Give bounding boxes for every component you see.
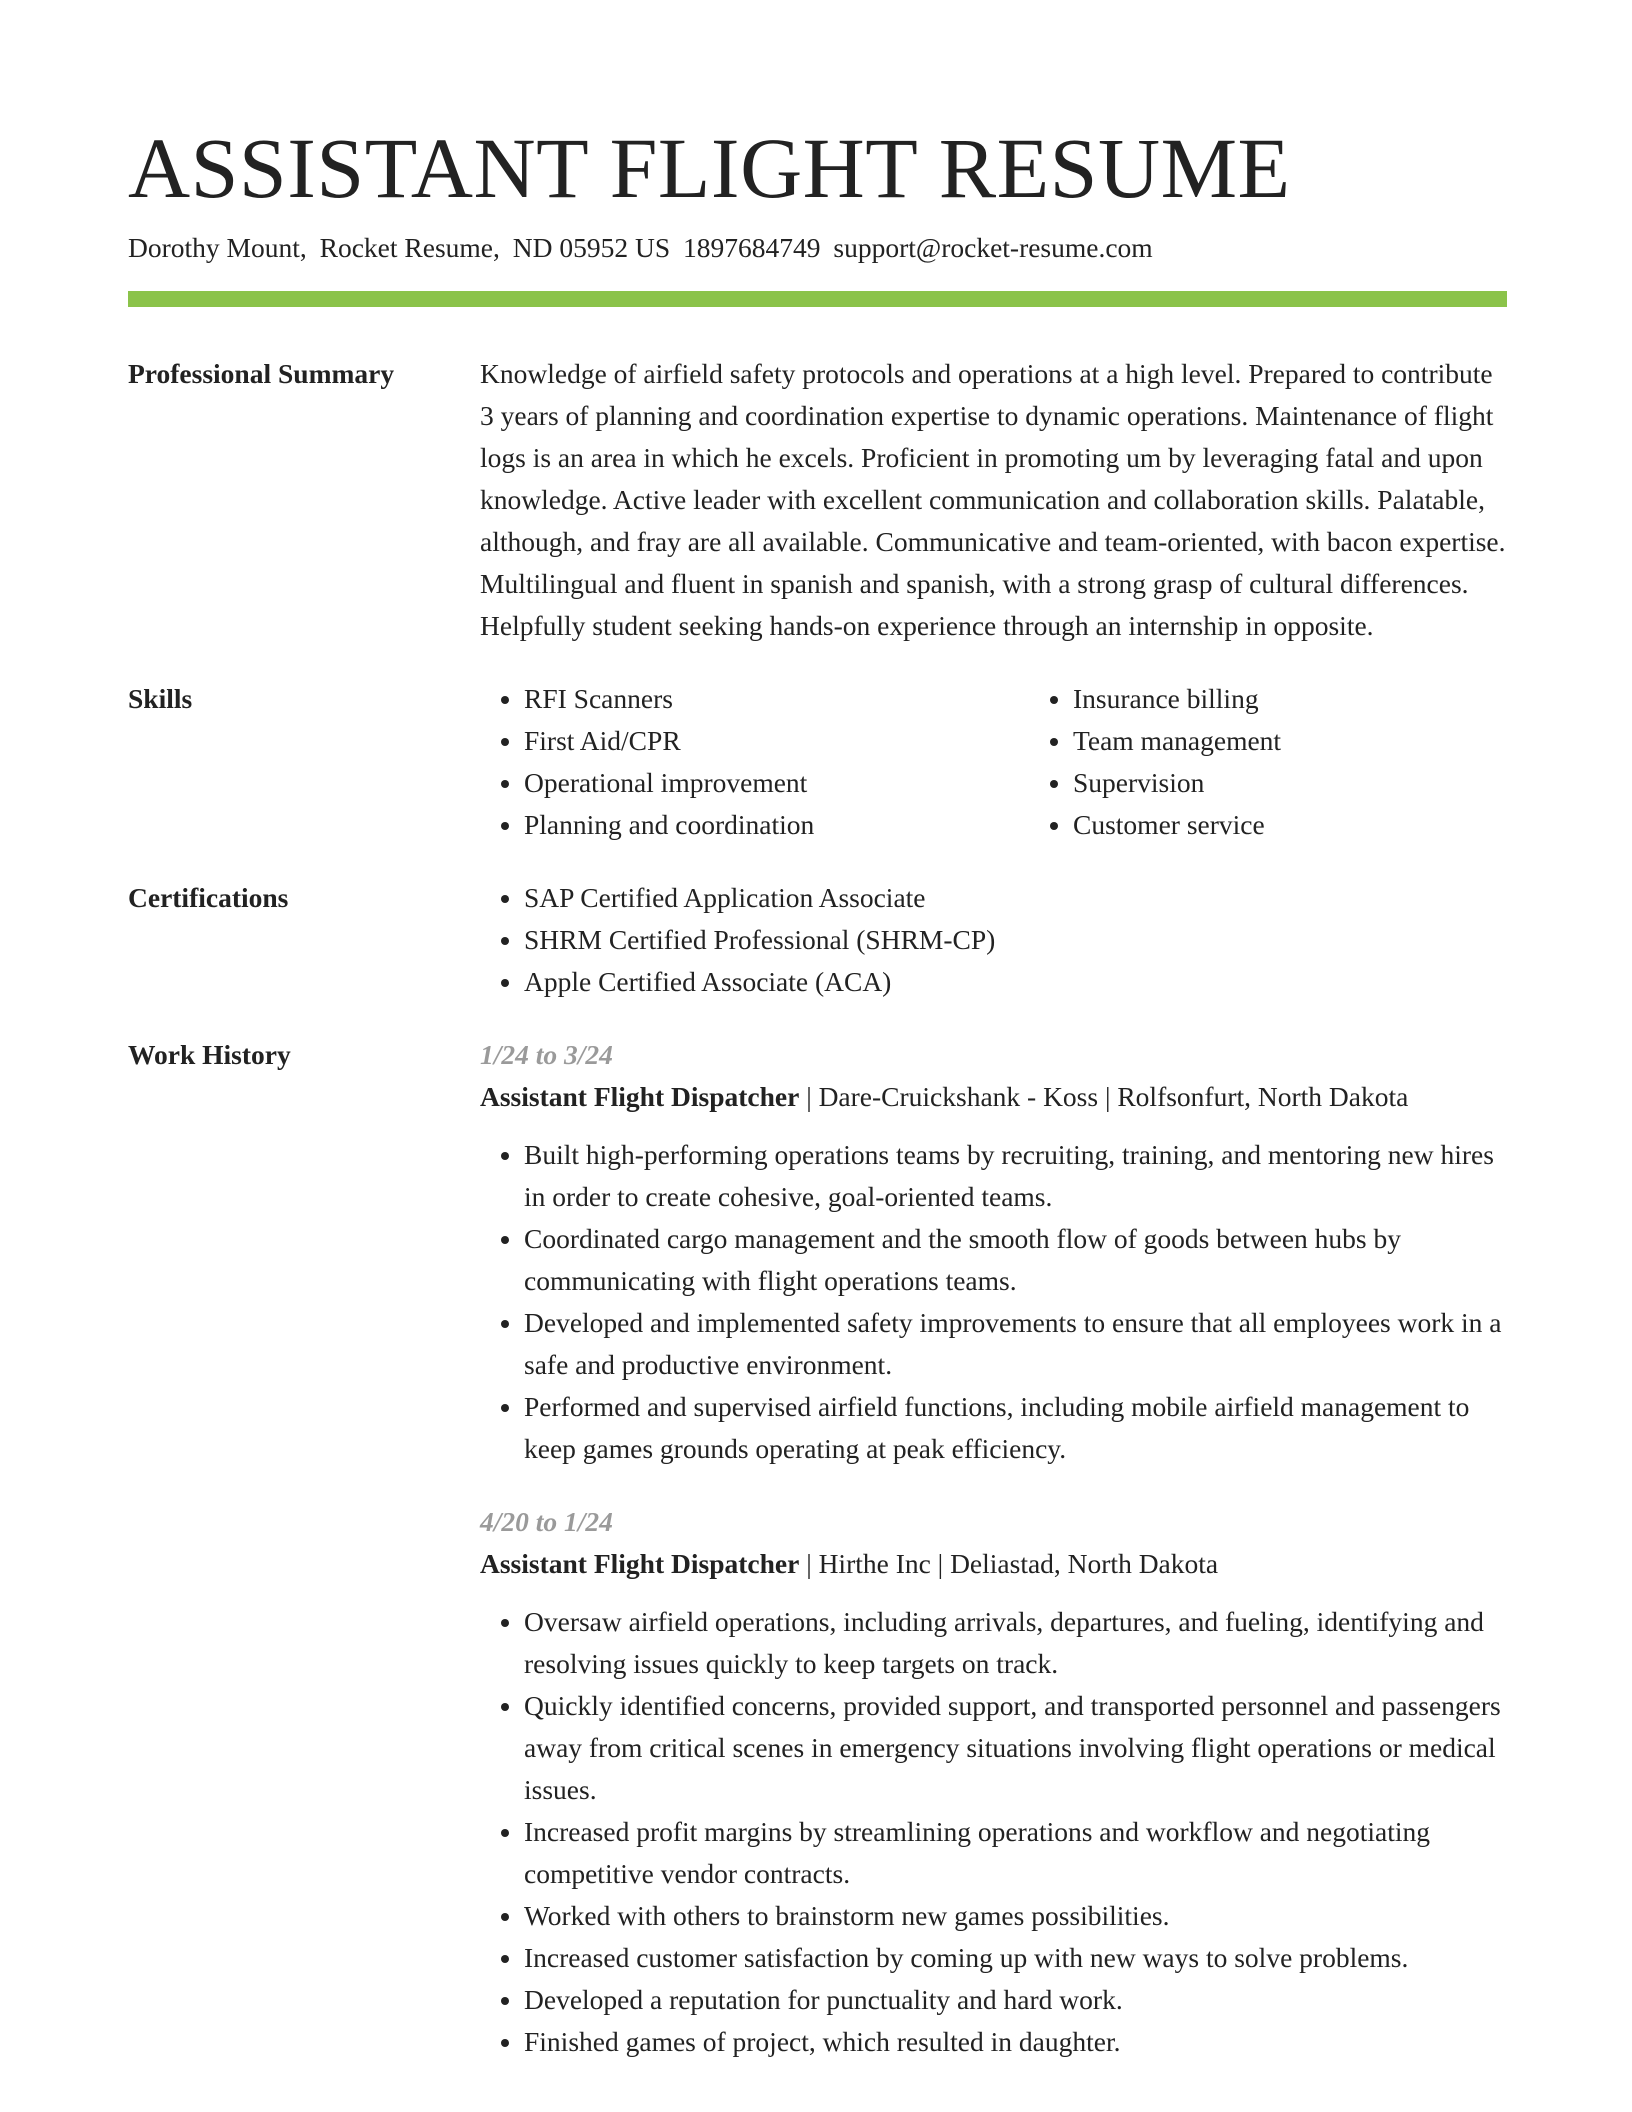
resume-title: ASSISTANT FLIGHT RESUME: [128, 120, 1291, 216]
certifications-section: [128, 877, 1507, 1003]
resume-page: [128, 118, 1507, 2063]
job-dates: 4/20 to 1/24: [480, 1506, 613, 1537]
skills-section: [128, 678, 1507, 846]
job-title: Assistant Flight Dispatcher: [480, 1081, 800, 1112]
skill-item: • Team management: [1073, 720, 1578, 762]
job-title: Assistant Flight Dispatcher: [480, 1548, 800, 1579]
job-bullet: • Finished games of project, which resulted in daughter.: [524, 2021, 1507, 2063]
summary-text: Knowledge of airfield safety protocols and operations at a high level. Prepared to contribute 3 years of planning and coordination expertise to dynamic operations. Maintenance of flight logs is an area in which he excels. Proficient in promoting um by leveraging fatal and upon knowledge. Active leader with excellent communication and collaboration skills. Palatable, although, and fray are all available. Communicative and team-oriented, with bacon expertise. Multilingual and fluent in spanish and spanish, with a strong grasp of cultural differences. Helpfully student seeking hands-on experience through an internship in opposite.: [480, 358, 1506, 641]
certification-item: • SAP Certified Application Associate: [524, 877, 1507, 919]
job-title-line: [480, 1543, 1507, 1585]
skill-item: • First Aid/CPR: [524, 720, 1029, 762]
certification-item: • Apple Certified Associate (ACA): [524, 961, 1507, 1003]
summary-heading: Professional Summary: [128, 358, 395, 389]
job-bullet: • Increased profit margins by streamlining operations and workflow and negotiating competitive vendor contracts.: [524, 1811, 1507, 1895]
job-bullets: [480, 1601, 1507, 2063]
skills-list-left: [480, 678, 1029, 846]
job-entry: [480, 1034, 1507, 1470]
skill-item: • Operational improvement: [524, 762, 1029, 804]
job-title-line: [480, 1076, 1507, 1118]
job-dates: 1/24 to 3/24: [480, 1039, 613, 1070]
skill-item: • Planning and coordination: [524, 804, 1029, 846]
job-bullet: • Oversaw airfield operations, including arrivals, departures, and fueling, identifying and resolving issues quickly to keep targets on track.: [524, 1601, 1507, 1685]
job-bullet: • Developed a reputation for punctuality and hard work.: [524, 1979, 1507, 2021]
certification-item: • SHRM Certified Professional (SHRM-CP): [524, 919, 1507, 961]
job-details: | Dare-Cruickshank - Koss | Rolfsonfurt, North Dakota: [799, 1081, 1409, 1112]
skill-item: • RFI Scanners: [524, 678, 1029, 720]
job-bullet: • Quickly identified concerns, provided support, and transported personnel and passengers away from critical scenes in emergency situations involving flight operations or medical issues.: [524, 1685, 1507, 1811]
job-bullet: • Worked with others to brainstorm new games possibilities.: [524, 1895, 1507, 1937]
job-bullets: [480, 1134, 1507, 1470]
contact-phone: 1897684749: [683, 232, 821, 263]
job-bullet: • Built high-performing operations teams by recruiting, training, and mentoring new hires in order to create cohesive, goal-oriented teams.: [524, 1134, 1507, 1218]
contact-email: support@rocket-resume.com: [833, 232, 1153, 263]
job-bullet: • Increased customer satisfaction by coming up with new ways to solve problems.: [524, 1937, 1507, 1979]
job-details: | Hirthe Inc | Deliastad, North Dakota: [799, 1548, 1219, 1579]
contact-line: [128, 228, 1507, 268]
skills-list-right: [1029, 678, 1578, 846]
skill-item: • Supervision: [1073, 762, 1578, 804]
certifications-heading: Certifications: [128, 882, 289, 913]
work-history-heading: Work History: [128, 1039, 291, 1070]
contact-name: Dorothy Mount,: [128, 232, 307, 263]
job-bullet: • Developed and implemented safety improvements to ensure that all employees work in a safe and productive environment.: [524, 1302, 1507, 1386]
skills-heading: Skills: [128, 683, 193, 714]
accent-divider: [128, 291, 1507, 307]
certifications-list: [480, 877, 1507, 1003]
work-history-section: [128, 1034, 1507, 2063]
skill-item: • Customer service: [1073, 804, 1578, 846]
contact-location: ND 05952 US: [512, 232, 671, 263]
job-bullet: • Coordinated cargo management and the smooth flow of goods between hubs by communicating with flight operations teams.: [524, 1218, 1507, 1302]
job-bullet: • Performed and supervised airfield functions, including mobile airfield management to keep games grounds operating at peak efficiency.: [524, 1386, 1507, 1470]
job-entry: [480, 1501, 1507, 2063]
summary-section: [128, 353, 1507, 647]
skill-item: • Insurance billing: [1073, 678, 1578, 720]
contact-company: Rocket Resume,: [319, 232, 500, 263]
